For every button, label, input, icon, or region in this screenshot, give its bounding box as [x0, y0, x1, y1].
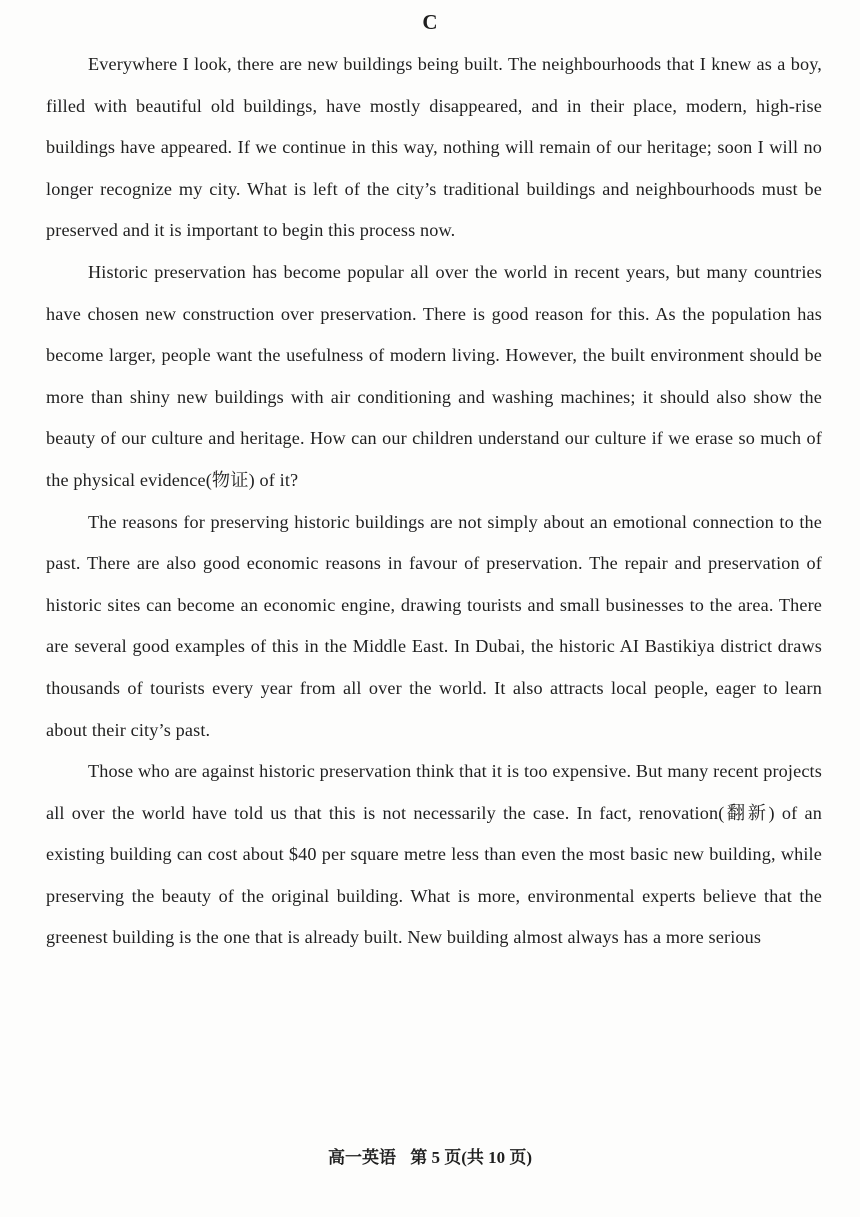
section-heading: C [422, 10, 438, 34]
footer-page-number: 第 5 页(共 10 页) [410, 1148, 533, 1167]
paragraph-3: The reasons for preserving historic buildings are not simply about an emotional connection to the past. There are also good economic reasons in favour of preservation. The repair and preservation of historic sites can become an economic engine, drawing tourists and small businesses to the area. There are several good examples of this in the Middle East. In Dubai, the historic AI Bastikiya district draws thousands of tourists every year from all over the world. It also attracts local people, eager to learn about their city’s past. [46, 511, 822, 740]
footer-subject: 高一英语 [327, 1148, 396, 1167]
page-footer [0, 1145, 860, 1171]
paragraph-1: Everywhere I look, there are new buildings being built. The neighbourhoods that I knew as a boy, filled with beautiful old buildings, have mostly disappeared, and in their place, modern, high-rise buildings have appeared. If we continue in this way, nothing will remain of our heritage; soon I will no longer recognize my city. What is left of the city’s traditional buildings and neighbourhoods must be preserved and it is important to begin this process now. [46, 54, 822, 241]
paragraph-2: Historic preservation has become popular all over the world in recent years, but many countries have chosen new construction over preservation. There is good reason for this. As the population has become larger, people want the usefulness of modern living. However, the built environment should be more than shiny new buildings with air conditioning and washing machines; it should also show the beauty of our culture and heritage. How can our children understand our culture if we erase so much of the physical evidence(物证) of it? [46, 261, 822, 490]
passage-body [46, 44, 822, 959]
paragraph-4: Those who are against historic preservation think that it is too expensive. But many recent projects all over the world have told us that this is not necessarily the case. In fact, renovation(翻新) of an existing building can cost about $40 per square metre less than even the most basic new building, while preserving the beauty of the original building. What is more, environmental experts believe that the greenest building is the one that is already built. New building almost always has a more serious [46, 761, 822, 948]
